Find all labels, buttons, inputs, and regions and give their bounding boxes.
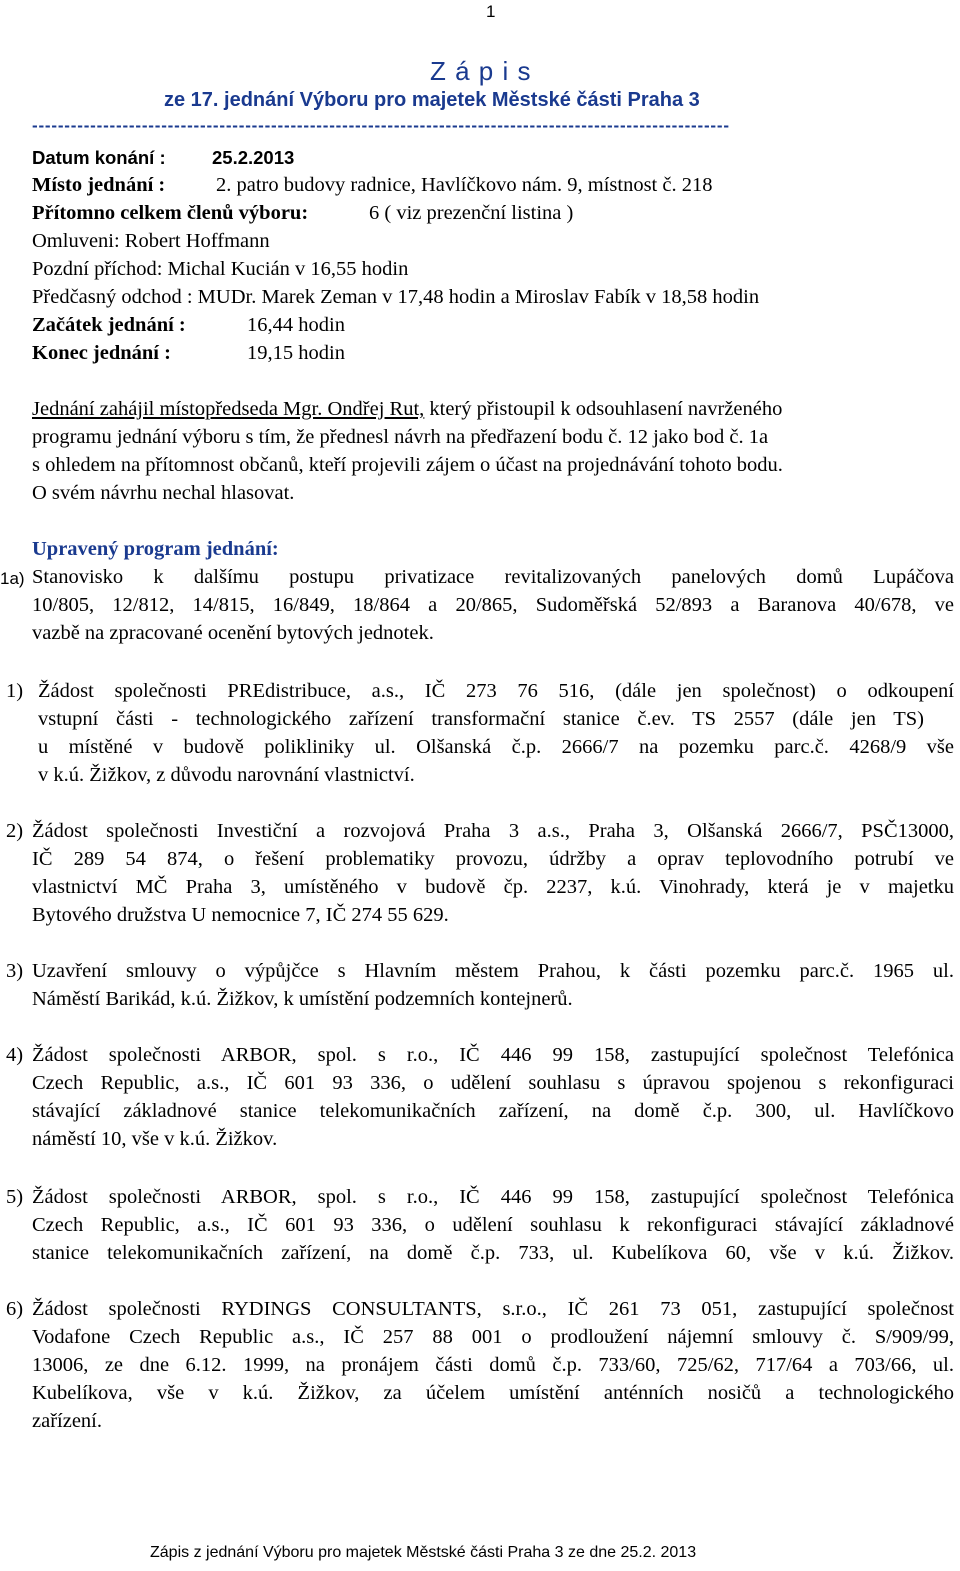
program-heading: Upravený program jednání: bbox=[32, 538, 279, 560]
item-1a-line: vazbě na zpracované ocenění bytových jednotek. bbox=[32, 622, 434, 644]
item-1-line: Žádost společnosti PREdistribuce, a.s., IČ 273 76 516, (dále jen společnost) o odkoupení bbox=[38, 680, 954, 702]
intro-line-4: O svém návrhu nechal hlasovat. bbox=[32, 482, 295, 504]
item-1a-line: 10/805, 12/812, 14/815, 16/849, 18/864 a 20/865, Sudoměřská 52/893 a Baranova 40/678, ve bbox=[32, 594, 954, 616]
item-2-line: Bytového družstva U nemocnice 7, IČ 274 55 629. bbox=[32, 904, 449, 926]
item-6-line: Vodafone Czech Republic a.s., IČ 257 88 001 o prodloužení nájemní smlouvy č. S/909/99, bbox=[32, 1326, 954, 1348]
excused-line: Omluveni: Robert Hoffmann bbox=[32, 230, 270, 252]
item-4-line: Czech Republic, a.s., IČ 601 93 336, o udělení souhlasu s úpravou spojenou s rekonfiguraci bbox=[32, 1072, 954, 1094]
item-1a-number: 1a) bbox=[0, 569, 25, 588]
item-4-line: náměstí 10, vše v k.ú. Žižkov. bbox=[32, 1128, 278, 1150]
item-1-number: 1) bbox=[6, 680, 24, 702]
item-1-line: vstupní části - technologického zařízení transformační stanice č.ev. TS 2557 (dále jen TS) bbox=[38, 708, 924, 730]
item-4-line: stávající základnové stanice telekomunikačních zařízení, na domě č.p. 300, ul. Havlíčkovo bbox=[32, 1100, 954, 1122]
end-value: 19,15 hodin bbox=[247, 342, 345, 364]
document-title: Z á p i s bbox=[430, 56, 532, 86]
item-5-line: Žádost společnosti ARBOR, spol. s r.o., IČ 446 99 158, zastupující společnost Telefónica bbox=[32, 1186, 954, 1208]
late-arrival-line: Pozdní příchod: Michal Kucián v 16,55 hodin bbox=[32, 258, 409, 280]
item-1a-line: Stanovisko k dalšímu postupu privatizace revitalizovaných panelových domů Lupáčova bbox=[32, 566, 954, 588]
item-6-line: zařízení. bbox=[32, 1410, 102, 1432]
item-1-line: u místěné v budově polikliniky ul. Olšanská č.p. 2666/7 na pozemku parc.č. 4268/9 vše bbox=[38, 736, 954, 758]
document-subtitle: ze 17. jednání Výboru pro majetek Městské části Praha 3 bbox=[164, 89, 700, 111]
item-2-line: vlastnictví MČ Praha 3, umístěného v budově čp. 2237, k.ú. Vinohrady, která je v majetku bbox=[32, 876, 954, 898]
page-number: 1 bbox=[486, 2, 496, 21]
item-6-line: Kubelíkova, vše v k.ú. Žižkov, za účelem umístění anténních nosičů a technologického bbox=[32, 1382, 954, 1404]
item-1-line: v k.ú. Žižkov, z důvodu narovnání vlastnictví. bbox=[38, 764, 415, 786]
end-label: Konec jednání : bbox=[32, 342, 171, 364]
present-label: Přítomno celkem členů výboru: bbox=[32, 202, 309, 224]
item-2-number: 2) bbox=[6, 820, 24, 842]
start-value: 16,44 hodin bbox=[247, 314, 345, 336]
item-2-line: Žádost společnosti Investiční a rozvojová Praha 3 a.s., Praha 3, Olšanská 2666/7, PSČ13000, bbox=[32, 820, 954, 842]
present-value: 6 ( viz prezenční listina ) bbox=[369, 202, 574, 224]
item-4-number: 4) bbox=[6, 1044, 24, 1066]
item-3-number: 3) bbox=[6, 960, 24, 982]
place-label: Místo jednání : bbox=[32, 174, 166, 196]
item-6-line: 13006, ze dne 6.12. 1999, na pronájem části domů č.p. 733/60, 725/62, 717/64 a 703/66, ul. bbox=[32, 1354, 954, 1376]
item-5-line: Czech Republic, a.s., IČ 601 93 336, o udělení souhlasu k rekonfiguraci stávající základnové bbox=[32, 1214, 954, 1236]
date-value: 25.2.2013 bbox=[212, 147, 295, 168]
item-2-line: IČ 289 54 874, o řešení problematiky provozu, údržby a oprav teplovodního potrubí ve bbox=[32, 848, 954, 870]
intro-line-1-rest: který přistoupil k odsouhlasení navrženého bbox=[429, 398, 783, 420]
start-label: Začátek jednání : bbox=[32, 314, 186, 336]
item-6-line: Žádost společnosti RYDINGS CONSULTANTS, s.r.o., IČ 261 73 051, zastupující společnost bbox=[32, 1298, 954, 1320]
item-3-line: Uzavření smlouvy o výpůjčce s Hlavním městem Prahou, k části pozemku parc.č. 1965 ul. bbox=[32, 960, 954, 982]
early-departure-line: Předčasný odchod : MUDr. Marek Zeman v 17,48 hodin a Miroslav Fabík v 18,58 hodin bbox=[32, 286, 760, 308]
intro-line-1 bbox=[32, 398, 782, 421]
separator-line: ------------------------------------------------------------------------------------------------------------ bbox=[32, 116, 730, 135]
item-4-line: Žádost společnosti ARBOR, spol. s r.o., IČ 446 99 158, zastupující společnost Telefónica bbox=[32, 1044, 954, 1066]
intro-chair-underlined: Jednání zahájil místopředseda Mgr. Ondřej Rut, bbox=[32, 398, 425, 420]
place-value: 2. patro budovy radnice, Havlíčkovo nám. 9, místnost č. 218 bbox=[216, 174, 713, 196]
date-label: Datum konání : bbox=[32, 147, 166, 168]
item-3-line: Náměstí Barikád, k.ú. Žižkov, k umístění podzemních kontejnerů. bbox=[32, 988, 573, 1010]
intro-line-2: programu jednání výboru s tím, že přednesl návrh na předřazení bodu č. 12 jako bod č. 1a bbox=[32, 426, 769, 448]
intro-line-3: s ohledem na přítomnost občanů, kteří projevili zájem o účast na projednávání tohoto bodu. bbox=[32, 454, 783, 476]
item-5-line: stanice telekomunikačních zařízení, na domě č.p. 733, ul. Kubelíkova 60, vše v k.ú. Žižkov. bbox=[32, 1242, 954, 1264]
item-6-number: 6) bbox=[6, 1298, 24, 1320]
item-5-number: 5) bbox=[6, 1186, 24, 1208]
page-footer: Zápis z jednání Výboru pro majetek Městské části Praha 3 ze dne 25.2. 2013 bbox=[150, 1544, 697, 1561]
